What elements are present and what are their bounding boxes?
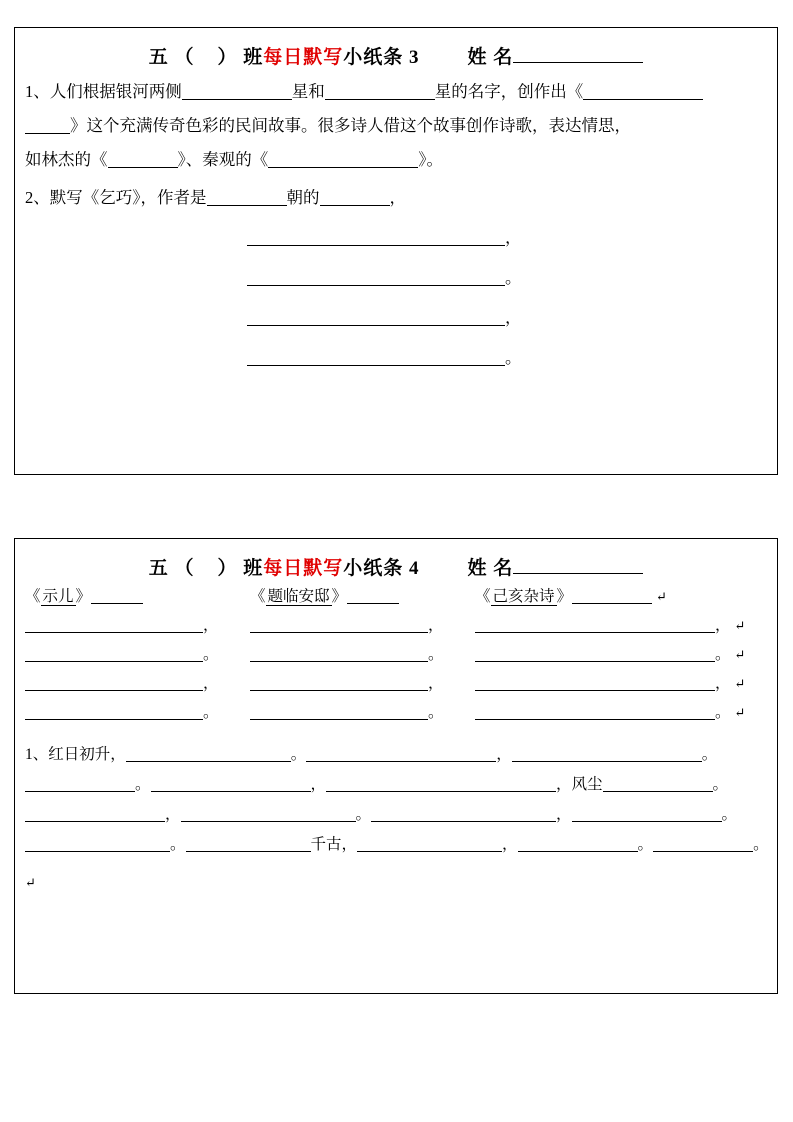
q2-poem-line-1 <box>247 221 765 255</box>
q1-text-b: 星和 <box>291 82 325 101</box>
poem-3-line-2 <box>475 644 765 666</box>
poem-1-punct-1: ， <box>203 617 219 634</box>
s2-punct-10: ， <box>556 806 572 823</box>
poem-1-blank-1[interactable] <box>25 617 203 633</box>
s2-blank-15[interactable] <box>518 836 638 852</box>
s2-blank-9[interactable] <box>181 806 356 822</box>
name-blank-3[interactable] <box>513 45 643 63</box>
name-label-3: 姓 名 <box>467 47 514 68</box>
q1-text-f: 》、秦观的《 <box>177 150 269 169</box>
poem-2-punct-3: ， <box>428 675 444 692</box>
poem-2-open: 《 <box>250 588 266 605</box>
s2-punct-3: 。 <box>701 746 718 763</box>
q2-text-a: 2、默写《乞巧》，作者是 <box>25 188 207 207</box>
q2-blank-1[interactable] <box>207 190 287 206</box>
s2-blank-6[interactable] <box>326 776 556 792</box>
s2-blank-2[interactable] <box>306 746 496 762</box>
poem-1-name: 示儿 <box>42 588 74 605</box>
q1-text-g: 》。 <box>418 150 443 169</box>
poem-2-author-blank[interactable] <box>347 588 399 604</box>
q2-poem-line-3 <box>247 301 765 335</box>
s2-punct-2: ， <box>496 746 512 763</box>
s2-row-1 <box>25 740 767 770</box>
title-suffix-3: 小纸条 3 <box>343 47 420 68</box>
q1-blank-5[interactable] <box>108 152 178 168</box>
poem-2-line-3 <box>250 673 475 695</box>
poem-title-row <box>25 586 767 608</box>
title-red-3: 每日默写 <box>263 47 344 68</box>
worksheet-card-4 <box>14 538 778 994</box>
poem-2-punct-4: 。 <box>428 704 444 721</box>
s2-blank-5[interactable] <box>151 776 311 792</box>
poem-3-punct-1: ， <box>715 617 731 634</box>
s2-blank-10[interactable] <box>371 806 556 822</box>
poem-1-line-2 <box>25 644 250 666</box>
poem-1-close: 》 <box>75 588 92 605</box>
poem-2-blank-1[interactable] <box>250 617 428 633</box>
pilcrow-icon-3: ↵ <box>734 676 746 691</box>
s2-punct-14: 。 <box>637 836 654 853</box>
q2-poem-punct-1: ， <box>505 228 522 247</box>
name-label-4: 姓 名 <box>467 558 514 579</box>
q1-text-a: 1、人们根据银河两侧 <box>25 82 182 101</box>
poem-3-punct-2: 。 <box>715 646 731 663</box>
poem-1-blank-4[interactable] <box>25 704 203 720</box>
q2-poem-blank-3[interactable] <box>247 309 505 326</box>
s2-blank-11[interactable] <box>572 806 722 822</box>
poem-3-open: 《 <box>475 588 491 605</box>
title-prefix-3: 五 （ ） 班 <box>148 47 264 68</box>
worksheet-3-body <box>15 69 777 375</box>
poem-answer-row-1 <box>25 615 767 637</box>
s2-punct-8: ， <box>165 806 181 823</box>
q1-line-3 <box>25 143 765 177</box>
q1-blank-3[interactable] <box>583 84 703 100</box>
worksheet-card-3 <box>14 27 778 475</box>
poem-title-1 <box>25 586 250 608</box>
q2-poem-punct-2: 。 <box>505 268 522 287</box>
q1-blank-2[interactable] <box>325 84 435 100</box>
poem-3-blank-4[interactable] <box>475 704 715 720</box>
poem-2-blank-3[interactable] <box>250 675 428 691</box>
poem-3-blank-1[interactable] <box>475 617 715 633</box>
q2-poem-punct-3: ， <box>505 308 522 327</box>
s2-punct-1: 。 <box>290 746 307 763</box>
q2-poem-blank-4[interactable] <box>247 349 505 366</box>
worksheet-4-title <box>15 539 777 580</box>
poem-1-punct-4: 。 <box>203 704 219 721</box>
q1-blank-1[interactable] <box>182 84 292 100</box>
s2-punct-9: 。 <box>355 806 372 823</box>
s2-punct-5: ， <box>310 776 327 793</box>
poem-3-author-blank[interactable] <box>572 588 652 604</box>
s2-blank-7[interactable] <box>603 776 713 792</box>
poem-2-line-1 <box>250 615 475 637</box>
q1-line-1 <box>25 75 765 109</box>
worksheet-4-body <box>15 580 777 898</box>
s2-punct-4: 。 <box>135 776 151 793</box>
s2-punct-7: 。 <box>712 776 729 793</box>
pilcrow-icon-1: ↵ <box>734 618 746 633</box>
poem-3-blank-2[interactable] <box>475 646 715 662</box>
s2-punct-13: ， <box>502 836 518 853</box>
poem-2-close: 》 <box>331 588 348 605</box>
poem-1-open: 《 <box>25 588 41 605</box>
s2-row-2 <box>25 770 767 800</box>
q2-blank-2[interactable] <box>320 190 390 206</box>
title-suffix-4: 小纸条 4 <box>343 558 420 579</box>
s2-row-4 <box>25 830 767 860</box>
s2-blank-14[interactable] <box>357 836 502 852</box>
q2-poem-line-4 <box>247 341 765 375</box>
q1-text-d: 》这个充满传奇色彩的民间故事。很多诗人借这个故事创作诗歌，表达情思， <box>70 116 631 135</box>
s2-punct-12: 。 <box>170 836 186 853</box>
poem-2-blank-2[interactable] <box>250 646 428 662</box>
poem-1-blank-3[interactable] <box>25 675 203 691</box>
poem-3-punct-4: 。 <box>715 704 731 721</box>
q2-poem-punct-4: 。 <box>505 348 522 367</box>
poem-answer-row-3 <box>25 673 767 695</box>
poem-1-punct-2: 。 <box>203 646 219 663</box>
s2-blank-12[interactable] <box>25 836 170 852</box>
q2-text-c: ， <box>389 188 406 207</box>
s2-punct-11: 。 <box>721 806 738 823</box>
q1-blank-4[interactable] <box>25 118 70 134</box>
title-prefix-4: 五 （ ） 班 <box>148 558 264 579</box>
q2-line-1 <box>25 181 765 215</box>
poem-1-line-3 <box>25 673 250 695</box>
poem-3-line-1 <box>475 615 765 637</box>
q2-text-b: 朝的 <box>286 188 320 207</box>
pilcrow-icon-tail: ↵ <box>25 875 36 890</box>
pilcrow-icon-2: ↵ <box>734 647 746 662</box>
poem-2-blank-4[interactable] <box>250 704 428 720</box>
poem-2-punct-2: 。 <box>428 646 444 663</box>
q1-blank-6[interactable] <box>268 152 418 168</box>
poem-2-name: 题临安邸 <box>267 588 330 605</box>
s2-blank-16[interactable] <box>653 836 753 852</box>
poem-3-blank-3[interactable] <box>475 675 715 691</box>
poem-1-blank-2[interactable] <box>25 646 203 662</box>
title-red-4: 每日默写 <box>263 558 344 579</box>
poem-answer-row-4 <box>25 702 767 724</box>
section-2 <box>25 740 767 898</box>
poem-1-punct-3: ， <box>203 675 219 692</box>
s2-row-3 <box>25 800 767 830</box>
pilcrow-icon-0: ↵ <box>656 589 667 604</box>
poem-3-punct-3: ， <box>715 675 731 692</box>
s2-blank-4[interactable] <box>25 776 135 792</box>
q2-poem-blank-1[interactable] <box>247 229 505 246</box>
q1-text-c: 星的名字，创作出《 <box>434 82 584 101</box>
s2-blank-1[interactable] <box>126 746 291 762</box>
poem-title-3 <box>475 586 755 608</box>
worksheet-3-title <box>15 28 777 69</box>
poem-3-line-4 <box>475 702 765 724</box>
s2-blank-8[interactable] <box>25 806 165 822</box>
q1-line-2 <box>25 109 765 143</box>
poem-1-line-1 <box>25 615 250 637</box>
s2-blank-13[interactable] <box>186 836 311 852</box>
poem-1-line-4 <box>25 702 250 724</box>
poem-3-line-3 <box>475 673 765 695</box>
q2-poem-blank-2[interactable] <box>247 269 505 286</box>
s2-blank-3[interactable] <box>512 746 702 762</box>
poem-3-name: 己亥杂诗 <box>492 588 555 605</box>
q2-poem-line-2 <box>247 261 765 295</box>
poem-2-line-4 <box>250 702 475 724</box>
q1-text-e: 如林杰的《 <box>25 150 108 169</box>
poem-title-2 <box>250 586 475 608</box>
s2-text-a: 1、红日初升， <box>25 746 126 763</box>
s2-text-b: 千古， <box>310 836 358 853</box>
poem-2-line-2 <box>250 644 475 666</box>
poem-1-author-blank[interactable] <box>91 588 143 604</box>
poem-answer-row-2 <box>25 644 767 666</box>
s2-punct-6: ，风尘 <box>556 776 603 793</box>
poem-2-punct-1: ， <box>428 617 444 634</box>
name-blank-4[interactable] <box>513 556 643 574</box>
pilcrow-icon-4: ↵ <box>734 705 746 720</box>
s2-punct-15: 。 <box>753 836 769 853</box>
poem-3-close: 》 <box>556 588 573 605</box>
